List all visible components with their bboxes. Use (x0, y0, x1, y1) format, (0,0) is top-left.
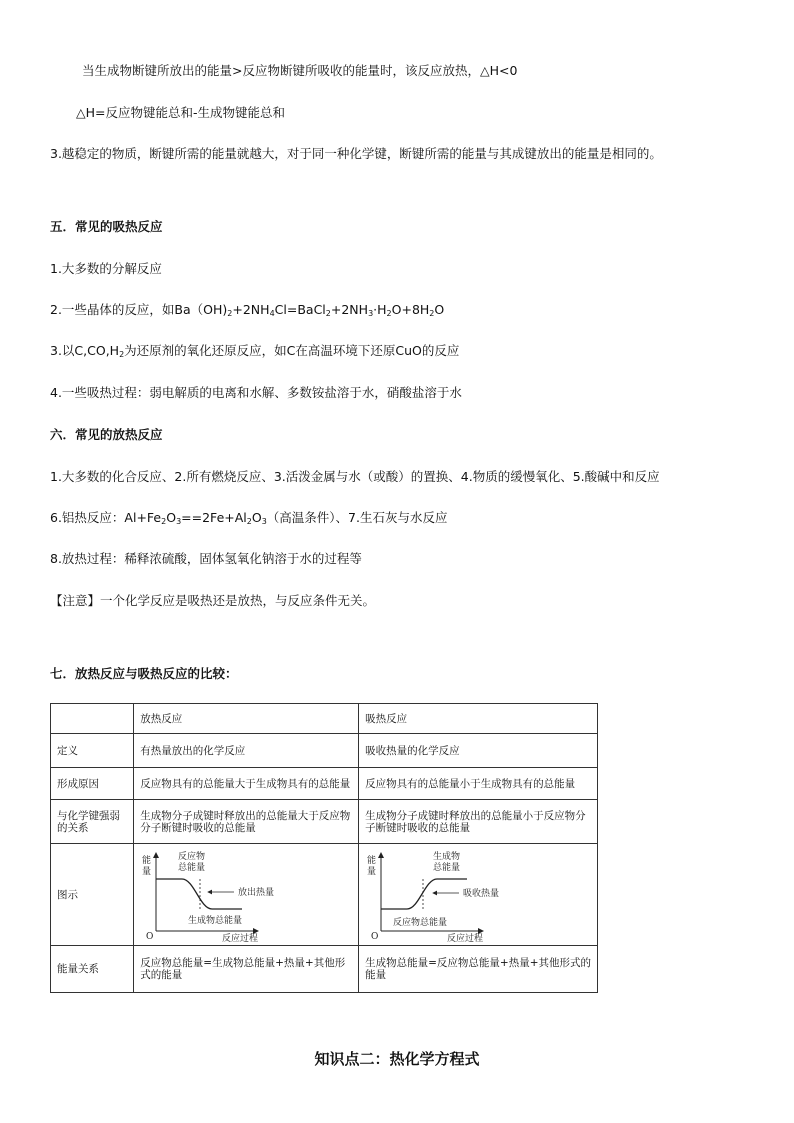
y-label-1: 能 (367, 855, 377, 866)
diagram-cell-endothermic (359, 844, 598, 946)
x-axis-label: 反应过程 (222, 933, 259, 943)
table-cell: 形成原因 (51, 768, 134, 800)
list-item-5-2: 2.一些晶体的反应，如$Ba(OH)_2+2NH_4Cl=BaCl_2+2NH_3\cdot H_2O+8H_2O$ (50, 302, 445, 318)
table-cell: 反应物具有的总能量大于生成物具有的总能量 (134, 768, 359, 800)
table-row (51, 734, 598, 768)
table-header-exothermic: 放热反应 (134, 704, 359, 734)
heading-section-7: 七．放热反应与吸热反应的比较： (50, 666, 238, 681)
text-line-exothermic-condition: 当生成物断键所放出的能量>反应物断键所吸收的能量时，该反应放热，△H<0 (82, 63, 518, 78)
y-label-1: 能 (142, 855, 152, 866)
y-label-2: 量 (367, 866, 377, 877)
list-item-5-1: 1.大多数的分解反应 (50, 261, 162, 276)
endothermic-energy-diagram (363, 847, 563, 943)
table-cell: 有热量放出的化学反应 (134, 734, 359, 768)
table-cell: 反应物总能量=生成物总能量+热量+其他形式的能量 (134, 946, 359, 993)
table-cell: 定义 (51, 734, 134, 768)
top-label-2: 总能量 (433, 862, 461, 873)
list-item-6-1: 1.大多数的化合反应、2.所有燃烧反应、3.活泼金属与水（或酸）的置换、4.物质的缓慢氧化、5.酸碱中和反应 (50, 469, 660, 484)
list-item-5-4: 4.一些吸热过程：弱电解质的电离和水解、多数铵盐溶于水，硝酸盐溶于水 (50, 385, 462, 400)
origin-label: O (371, 931, 379, 942)
exothermic-energy-diagram (138, 847, 338, 943)
table-row (51, 844, 598, 946)
table-cell: 图示 (51, 844, 134, 946)
table-cell (51, 704, 134, 734)
comparison-table (50, 703, 598, 993)
note-text: 【注意】一个化学反应是吸热还是放热，与反应条件无关。 (50, 593, 376, 608)
table-row (51, 768, 598, 800)
section-title-thermochemical-equations: 知识点二：热化学方程式 (314, 1050, 480, 1068)
energy-curve (156, 879, 242, 909)
table-cell: 生成物分子成键时释放出的总能量小于反应物分子断键时吸收的总能量 (359, 800, 598, 844)
diagram-cell-exothermic (134, 844, 359, 946)
text-line-delta-h-formula: △H=反应物键能总和-生成物键能总和 (76, 105, 285, 120)
arrow-label: 放出热量 (238, 887, 275, 898)
table-cell: 生成物总能量=反应物总能量+热量+其他形式的能量 (359, 946, 598, 993)
table-cell: 吸收热量的化学反应 (359, 734, 598, 768)
table-cell: 能量关系 (51, 946, 134, 993)
list-item-5-3: 3.以$C,CO,H_2$为还原剂的氧化还原反应，如C在高温环境下还原CuO的反应 (50, 343, 460, 359)
heading-section-6: 六．常见的放热反应 (50, 427, 163, 442)
top-label-1: 反应物 (178, 851, 206, 862)
table-row (51, 704, 598, 734)
text-line-bond-stability: 3.越稳定的物质，断键所需的能量就越大，对于同一种化学键，断键所需的能量与其成键放出的能量是相同的。 (50, 146, 662, 161)
bottom-label: 反应物总能量 (393, 917, 448, 928)
table-cell: 生成物分子成键时释放出的总能量大于反应物分子断键时吸收的总能量 (134, 800, 359, 844)
origin-label: O (146, 931, 154, 942)
table-row (51, 800, 598, 844)
table-cell: 与化学键强弱的关系 (51, 800, 134, 844)
x-axis-label: 反应过程 (447, 933, 484, 943)
table-header-endothermic: 吸热反应 (359, 704, 598, 734)
table-row (51, 946, 598, 993)
energy-curve (381, 879, 467, 909)
list-item-6-6: 6.铝热反应：$Al+Fe_2O_3==2Fe+Al_2O_3$（高温条件）、7.生石灰与水反应 (50, 510, 448, 526)
bottom-label: 生成物总能量 (188, 915, 243, 926)
y-label-2: 量 (142, 866, 152, 877)
list-item-6-8: 8.放热过程：稀释浓硫酸，固体氢氧化钠溶于水的过程等 (50, 551, 362, 566)
top-label-2: 总能量 (178, 862, 206, 873)
arrow-label: 吸收热量 (463, 888, 500, 899)
top-label-1: 生成物 (433, 851, 461, 862)
heading-section-5: 五．常见的吸热反应 (50, 219, 163, 234)
table-cell: 反应物具有的总能量小于生成物具有的总能量 (359, 768, 598, 800)
